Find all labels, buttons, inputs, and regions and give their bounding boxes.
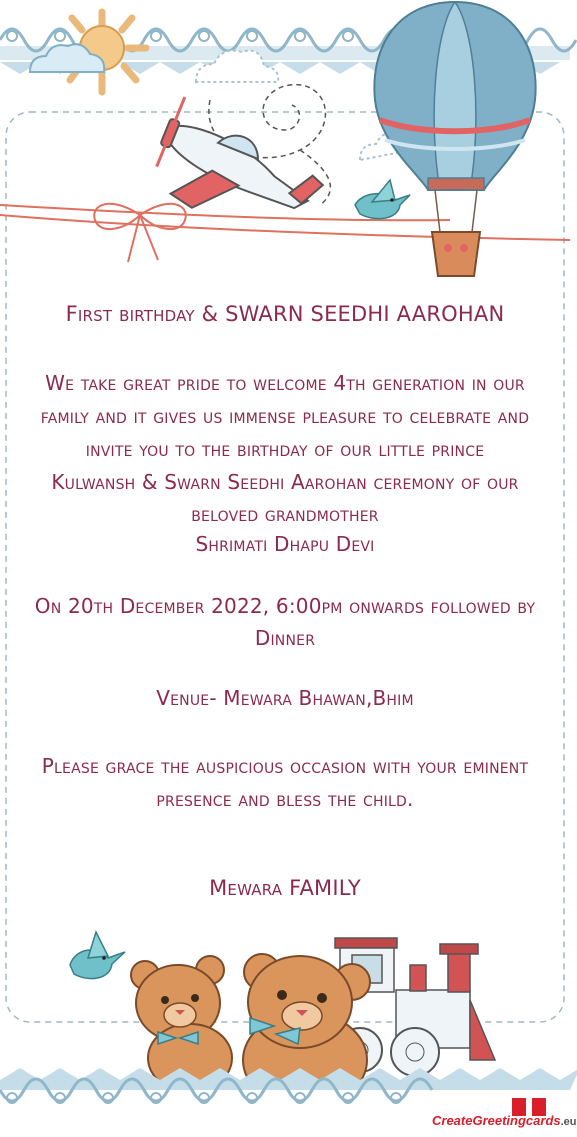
date-line: Dinner: [254, 626, 316, 650]
event-date: [10, 590, 560, 654]
watermark-suffix: .eu: [560, 1116, 577, 1128]
bird-icon: [70, 932, 125, 979]
event-venue: Venue- Mewara Bhawan,Bhim: [156, 686, 414, 710]
body-line: Kulwansh & Swarn Seedhi Aarohan ceremony of our: [51, 470, 519, 494]
bird-icon: [355, 180, 410, 219]
invitation-body: [10, 367, 560, 559]
bow-icon: [0, 204, 570, 262]
date-line: On 20th December 2022, 6:00pm onwards followed by: [34, 594, 536, 618]
body-line: invite you to the birthday of our little prince: [85, 437, 485, 461]
request-line: Please grace the auspicious occasion with your eminent: [41, 754, 529, 778]
request-line: presence and bless the child.: [156, 787, 414, 811]
watermark-brand: CreateGreetingcards: [432, 1113, 561, 1128]
invitation-request: [10, 750, 560, 816]
honoree-name: Shrimati Dhapu Devi: [195, 532, 375, 556]
body-line: family and it gives us immense pleasure to celebrate and: [40, 404, 530, 428]
invitation-title: First birthday & SWARN SEEDHI AAROHAN: [65, 302, 505, 326]
body-line: beloved grandmother: [191, 502, 379, 526]
body-line: We take great pride to welcome 4th generation in our: [45, 371, 525, 395]
watermark-link[interactable]: [432, 1113, 577, 1128]
host-signature: Mewara FAMILY: [209, 876, 361, 900]
